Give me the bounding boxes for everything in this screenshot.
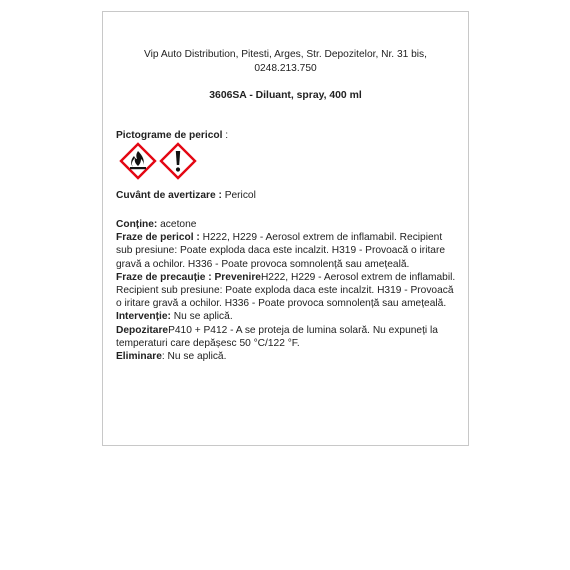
intervention-value: Nu se aplică. <box>170 311 233 323</box>
intervention-label: Intervenție: <box>116 311 171 323</box>
contains-value: acetone <box>157 219 197 230</box>
storage-label: Depozitare <box>116 324 169 336</box>
disposal-label: Eliminare <box>116 351 162 363</box>
exclamation-ghs07-icon <box>161 144 195 178</box>
hazard-pictograms <box>119 142 199 180</box>
flame-ghs02-icon <box>121 144 155 178</box>
precautionary-statements-label: Fraze de precauție : Prevenire <box>116 271 261 283</box>
signal-word-label: Cuvânt de avertizare : <box>116 190 222 201</box>
contains-line <box>116 218 458 231</box>
supplier-address-line-2: 0248.213.750 <box>254 62 317 74</box>
storage-value: P410 + P412 - A se proteja de lumina solară. Nu expuneți la temperaturi care depășesc 50 °C/122 °F. <box>116 324 438 349</box>
pictograms-heading-label: Pictograme de pericol <box>116 130 223 141</box>
product-title: 3606SA - Diluant, spray, 400 ml <box>209 90 362 101</box>
precautionary-statements-text: H222, H229 - Aerosol extrem de inflamabil. Recipient sub presiune: Poate exploda daca este incalzit. H319 - Provoacă o iritare gravă a ochilor. H336 - Poate provoca somnolență sau amețeală. <box>116 271 456 310</box>
pictograms-heading <box>116 129 458 142</box>
signal-word-value: Pericol <box>221 190 256 201</box>
disposal-line <box>116 350 458 363</box>
disposal-value: : Nu se aplică. <box>161 351 227 363</box>
precautionary-statements <box>116 271 458 311</box>
storage-line <box>116 324 458 350</box>
contains-label: Conține: <box>116 219 158 230</box>
signal-word <box>116 189 458 202</box>
product-label-sheet <box>102 11 469 446</box>
supplier-address-line-1: Vip Auto Distribution, Pitesti, Arges, Str. Depozitelor, Nr. 31 bis, <box>144 49 427 60</box>
intervention-line <box>116 310 458 323</box>
hazard-details <box>116 218 458 363</box>
supplier-address <box>111 48 460 75</box>
hazard-statements <box>116 231 458 271</box>
hazard-statements-label: Fraze de pericol : <box>116 232 200 244</box>
pictograms-heading-suffix: : <box>222 130 229 141</box>
hazard-statements-text: H222, H229 - Aerosol extrem de inflamabil. Recipient sub presiune: Poate exploda daca este incalzit. H319 - Provoacă o iritare gravă a ochilor. H336 - Poate provoca somnolență sau amețeală. <box>116 232 446 270</box>
